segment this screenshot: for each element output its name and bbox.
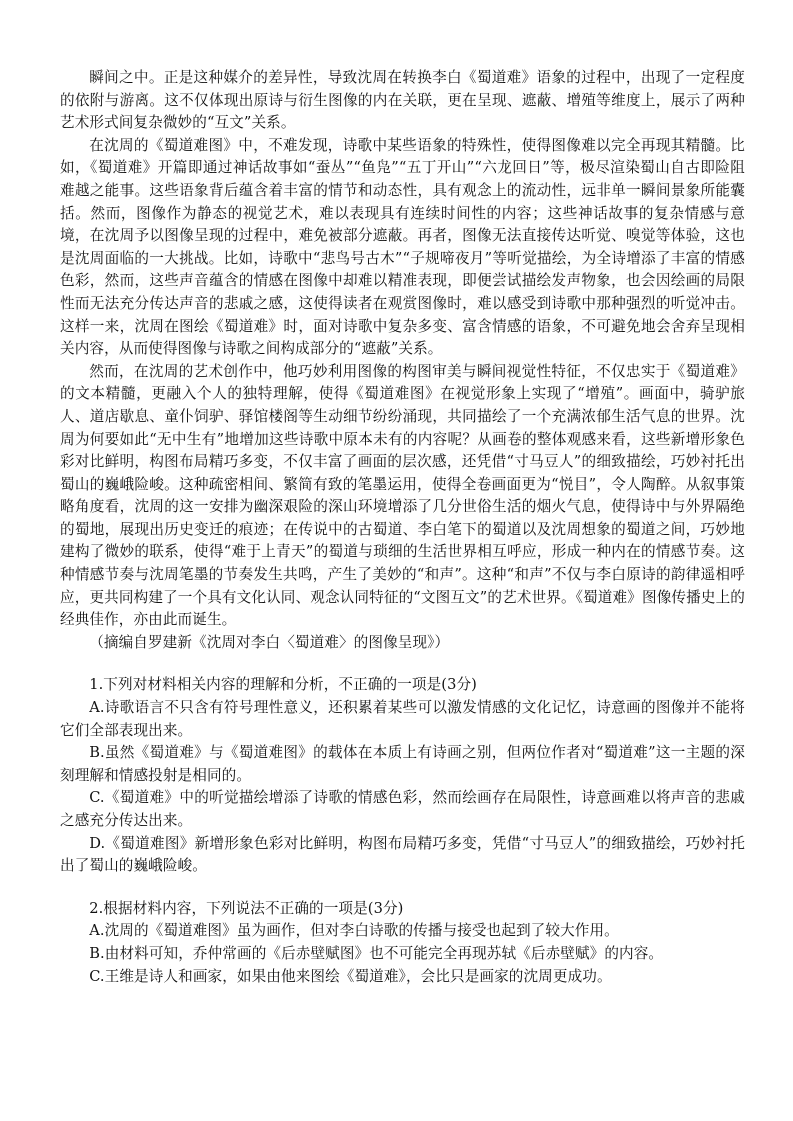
question-option-d: D.《蜀道难图》新增形象色彩对比鲜明，构图布局精巧多变，凭借“寸马豆人”的细致描绘，巧妙衬托出了蜀山的巍峨险峻。 xyxy=(60,834,745,875)
question-stem: 1.下列对材料相关内容的理解和分析，不正确的一项是(3分) xyxy=(89,676,477,694)
question-option-c: C.王维是诗人和画家，如果由他来图绘《蜀道难》，会比只是画家的沈周更成功。 xyxy=(89,967,612,985)
article-source: （摘编自罗建新《沈周对李白〈蜀道难〉的图像呈现》） xyxy=(89,633,450,651)
question-option-c: C.《蜀道难》中的听觉描绘增添了诗歌的情感色彩，然而绘画存在局限性，诗意画难以将声音的悲戚之感充分传达出来。 xyxy=(60,789,745,829)
article-paragraph-2: 在沈周的《蜀道难图》中，不难发现，诗歌中某些语象的特殊性，使得图像难以完全再现其精髓。比如，《蜀道难》开篇即通过神话故事如“蚕丛”“鱼凫”“五丁开山”“六龙回日”等，极尽渲染蜀山自古即险阻难越之能事。这些语象背后蕴含着丰富的情节和动态性，具有观念上的流动性，远非单一瞬间景象所能囊括。然而，图像作为静态的视觉艺术，难以表现具有连续时间性的内容；这些神话故事的复杂情感与意境，在沈周予以图像呈现的过程中，难免被部分遮蔽。再者，图像无法直接传达听觉、嗅觉等体验，这也是沈周面临的一大挑战。比如，诗歌中“悲鸟号古木”“子规啼夜月”等听觉描绘，为全诗增添了丰富的情感色彩，然而，这些声音蕴含的情感在图像中却难以精准表现，即便尝试描绘发声物象，也会因绘画的局限性而无法充分传达声音的悲戚之感，这使得读者在观赏图像时，难以感受到诗歌中那种强烈的听觉冲击。这样一来，沈周在图绘《蜀道难》时，面对诗歌中复杂多变、富含情感的语象，不可避免地会舍弃呈现相关内容，从而使得图像与诗歌之间构成部分的“遮蔽”关系。 xyxy=(60,136,745,358)
article-paragraph-3: 然而，在沈周的艺术创作中，他巧妙利用图像的构图审美与瞬间视觉性特征，不仅忠实于《蜀道难》的文本精髓，更融入个人的独特理解，使得《蜀道难图》在视觉形象上实现了“增殖”。画面中，骑驴旅人、道店歇息、童仆饲驴、驿馆楼阁等生动细节纷纷涌现，共同描绘了一个充满浓郁生活气息的世界。沈周为何要如此“无中生有”地增加这些诗歌中原本未有的内容呢？从画卷的整体观感来看，这些新增形象色彩对比鲜明，构图布局精巧多变，不仅丰富了画面的层次感，还凭借“寸马豆人”的细致描绘，巧妙衬托出蜀山的巍峨险峻。这种疏密相间、繁简有致的笔墨运用，使得全卷画面更为“悦目”，令人陶醉。从叙事策略角度看，沈周的这一安排为幽深艰险的深山环境增添了几分世俗生活的烟火气息，使得诗中与外界隔绝的蜀地，展现出历史变迁的痕迹；在传说中的古蜀道、李白笔下的蜀道以及沈周想象的蜀道之间，巧妙地建构了微妙的联系，使得“难于上青天”的蜀道与琐细的生活世界相互呼应，形成一种内在的情感节奏。这种情感节奏与沈周笔墨的节奏发生共鸣，产生了美妙的“和声”。这种“和声”不仅与李白原诗的韵律遥相呼应，更共同构建了一个具有文化认同、观念认同特征的“文图互文”的艺术世界。《蜀道难》图像传播史上的经典佳作，亦由此而诞生。 xyxy=(60,362,745,629)
article-paragraph-1: 瞬间之中。正是这种媒介的差异性，导致沈周在转换李白《蜀道难》语象的过程中，出现了一定程度的依附与游离。这不仅体现出原诗与衍生图像的内在关联，更在呈现、遮蔽、增殖等维度上，展示了两种艺术形式间复杂微妙的“互文”关系。 xyxy=(60,69,745,132)
question-2 xyxy=(60,898,745,988)
question-1 xyxy=(60,674,745,877)
question-option-a: A.沈周的《蜀道难图》虽为画作，但对李白诗歌的传播与接受也起到了较大作用。 xyxy=(89,922,619,940)
spacer xyxy=(60,654,745,674)
question-stem: 2.根据材料内容，下列说法不正确的一项是(3分) xyxy=(89,899,404,917)
document-page xyxy=(60,67,745,988)
spacer xyxy=(60,878,745,898)
question-option-b: B.虽然《蜀道难》与《蜀道难图》的载体在本质上有诗画之别，但两位作者对“蜀道难”这一主题的深刻理解和情感投射是相同的。 xyxy=(60,744,745,784)
question-option-a: A.诗歌语言不只含有符号理性意义，还积累着某些可以激发情感的文化记忆，诗意画的图像并不能将它们全部表现出来。 xyxy=(60,699,745,739)
question-option-b: B.由材料可知，乔仲常画的《后赤壁赋图》也不可能完全再现苏轼《后赤壁赋》的内容。 xyxy=(89,944,664,962)
